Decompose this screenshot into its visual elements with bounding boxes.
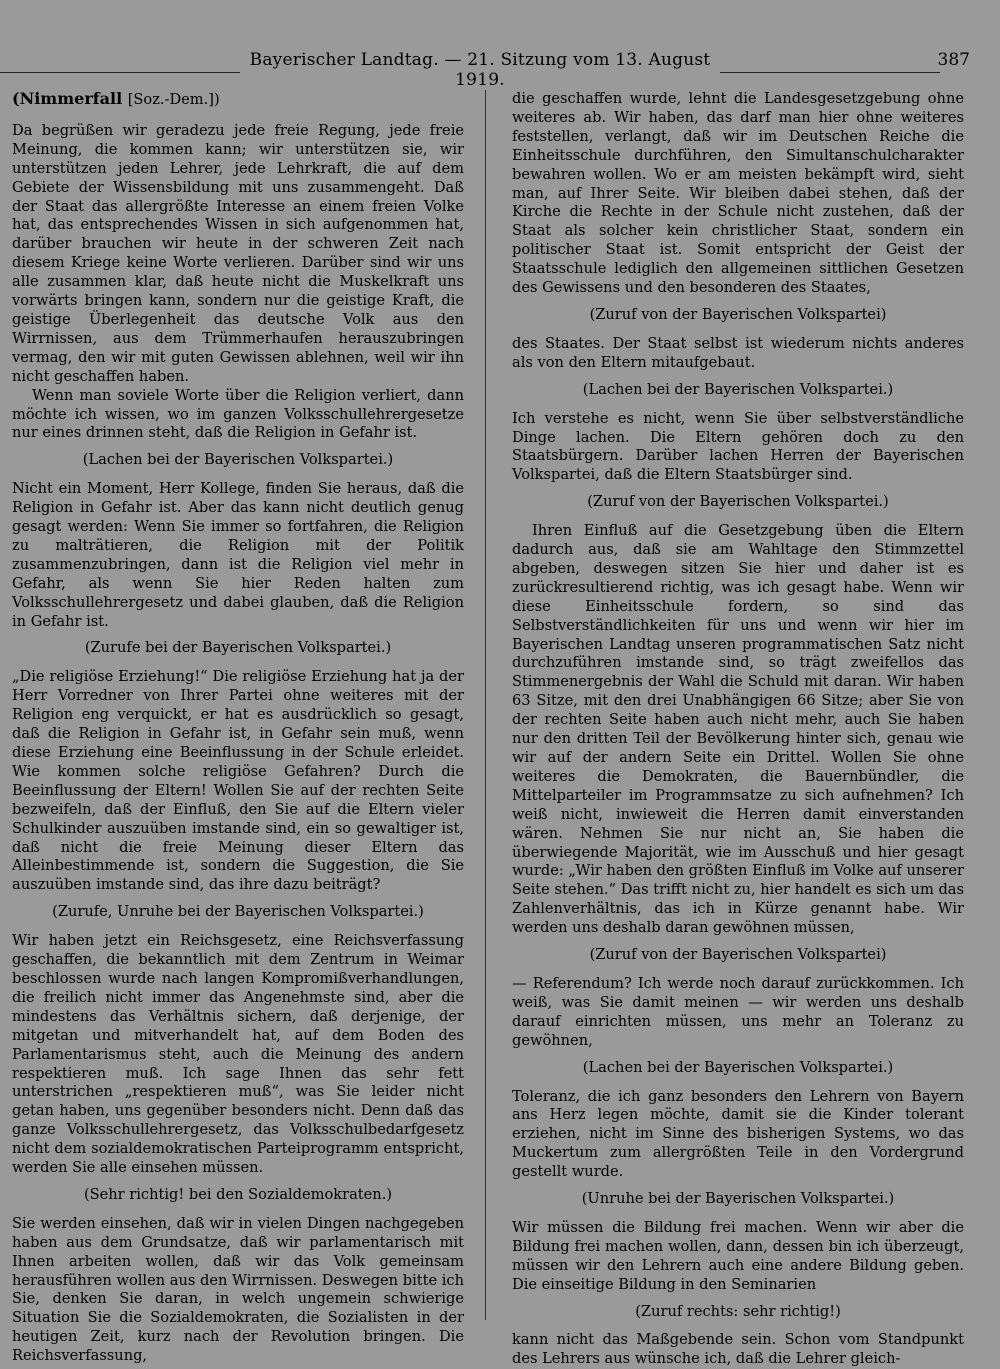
running-title: Bayerischer Landtag. — 21. Sitzung vom 13. August 1919. (249, 50, 711, 90)
paragraph: „Die religiöse Erziehung!“ Die religiöse Erziehung hat ja der Herr Vorredner von Ihrer Partei ohne weiteres mit der Religion eng verquickt, er hat es ausdrücklich so gesagt, daß die Religion in Gefahr ist, in Gefahr sein muß, wenn diese Erziehung eine Beeinflussung in der Schule erleidet. Wie kommen solche religiöse Gefahren? Durch die Beeinflussung der Eltern! Wollen Sie auf der rechten Seite bezweifeln, daß der Einfluß, den Sie auf die Eltern vieler Schulkinder auszuüben imstande sind, ein so gewaltiger ist, daß nicht die freie Meinung dieser Eltern das Alleinbestimmende ist, sondern die Suggestion, die Sie auszuüben imstande sind, das ihre dazu beiträgt? (12, 668, 464, 894)
paragraph: des Staates. Der Staat selbst ist wiederum nichts anderes als von den Eltern mitaufgebaut. (512, 334, 964, 371)
right-column (512, 90, 964, 1369)
header-rule-left (0, 72, 240, 73)
interjection: (Lachen bei der Bayerischen Volkspartei.) (82, 451, 394, 469)
paragraph: Da begrüßen wir geradezu jede freie Regung, jede freie Meinung, die kommen kann; wir unterstützen sie, wir unterstützen jeden Lehrer, jede Lehrkraft, die auf dem Gebiete der Wissensbildung mit uns zusammengeht. Daß der Staat das allergrößte Interesse an einem freien Volke hat, das entsprechendes Wissen in sich aufgenommen hat, darüber brauchen wir heute in der schweren Zeit nach diesem Kriege keine Worte verlieren. Darüber sind wir uns alle zusammen klar, daß heute nicht die Muskelkraft uns vorwärts bringen kann, sondern nur die geistige Kraft, die geistige Überlegenheit das deutsche Volk aus den Wirrnissen, aus dem Trümmerhaufen herauszubringen vermag, den wir mit guten Gewissen ablehnen, weil wir ihn nicht geschaffen haben. (12, 121, 464, 385)
paragraph: Ich verstehe es nicht, wenn Sie über selbstverständliche Dinge lachen. Die Eltern gehören doch zu den Staatsbürgern. Darüber lachen Herren der Bayerischen Volkspartei, daß die Eltern Staatsbürger sind. (512, 409, 964, 484)
paragraph: Nicht ein Moment, Herr Kollege, finden Sie heraus, daß die Religion in Gefahr ist. Aber das kann nicht deutlich genug gesagt werden: Wenn Sie immer so fortfahren, die Religion zu malträtieren, die Religion mit der Politik zusammenzubringen, dann ist die Religion viel mehr in Gefahr, als wenn Sie hier Reden halten zum Volksschullehrergesetz und dabei glauben, daß die Religion in Gefahr ist. (12, 480, 464, 630)
speaker-heading (12, 90, 464, 110)
interjection: (Sehr richtig! bei den Sozialdemokraten.) (83, 1185, 393, 1203)
left-column (12, 90, 464, 1369)
paragraph: Wenn man soviele Worte über die Religion verliert, dann möchte ich wissen, wo im ganzen Volksschullehrergesetze nur eines drinnen steht, daß die Religion in Gefahr ist. (12, 386, 464, 442)
speaker-name: (Nimmerfall (12, 89, 123, 108)
header-rule-right (720, 72, 940, 73)
paragraph: Sie werden einsehen, daß wir in vielen Dingen nachgegeben haben aus dem Grundsatze, daß wir parlamentarisch mit Ihnen arbeiten wollen, daß wir das Volk gemeinsam herausführen wollen aus den Wirrnissen. Deswegen bitte ich Sie, denken Sie daran, in welch ungemein schwierige Situation Sie die Sozialdemokraten, die Sozialisten in der heutigen Zeit, kurz nach der Revolution bringen. Die Reichsverfassung, (12, 1214, 464, 1365)
interjection: (Zurufe bei der Bayerischen Volkspartei.) (84, 639, 392, 657)
interjection: (Zurufe, Unruhe bei der Bayerischen Volkspartei.) (52, 903, 424, 921)
interjection: (Zuruf von der Bayerischen Volkspartei) (589, 946, 887, 964)
paragraph: Wir haben jetzt ein Reichsgesetz, eine Reichsverfassung geschaffen, die bekanntlich mit dem Zentrum in Weimar beschlossen wurde nach langen Kompromißverhandlungen, die freilich nicht immer das Angenehmste sind, aber die mindestens das Verhältnis sichern, daß derjenige, der mitgetan und mitverhandelt hat, auf dem Boden des Parlamentarismus steht, auch die Meinung des andern respektieren muß. Ich sage Ihnen das sehr fett unterstrichen „respektieren muß“, was Sie leider nicht getan haben, uns gegenüber besonders nicht. Denn daß das ganze Volksschullehrergesetz, das Volksschulbedarfgesetz nicht dem sozialdemokratischen Parteiprogramm entspricht, werden Sie alle einsehen müssen. (12, 932, 464, 1177)
paragraph: Wir müssen die Bildung frei machen. Wenn wir aber die Bildung frei machen wollen, dann, dessen bin ich überzeugt, müssen wir den Lehrern auch eine andere Bildung geben. Die einseitige Bildung in den Seminarien (512, 1218, 964, 1293)
page-header (0, 50, 1000, 90)
speaker-party: [Soz.-Dem.]) (127, 91, 220, 108)
paragraph: — Referendum? Ich werde noch darauf zurückkommen. Ich weiß, was Sie damit meinen — wir werden uns deshalb darauf einrichten müssen, uns mehr an Toleranz zu gewöhnen, (512, 974, 964, 1049)
interjection: (Lachen bei der Bayerischen Volkspartei.) (582, 1058, 894, 1076)
paragraph: die geschaffen wurde, lehnt die Landesgesetzgebung ohne weiteres ab. Wir haben, das darf man hier ohne weiteres feststellen, verlangt, daß wir im Deutschen Reiche die Einheitsschule durchführen, den Simultanschulcharakter bewahren wollen. Wo er am meisten bekämpft wird, sieht man, auf Ihrer Seite. Wir bleiben dabei stehen, daß der Kirche die Rechte in der Schule nicht zustehen, daß der Staat als solcher kein christlicher Staat, sondern ein politischer Staat ist. Somit entspricht der Geist der Staatsschule lediglich den allgemeinen sittlichen Gesetzen des Gewissens und den besonderen des Staates, (512, 90, 964, 297)
page-number: 387 (937, 50, 970, 70)
paragraph: kann nicht das Maßgebende sein. Schon vom Standpunkt des Lehrers aus wünsche ich, daß die Lehrer gleich- (512, 1331, 964, 1368)
paragraph: Toleranz, die ich ganz besonders den Lehrern von Bayern ans Herz legen möchte, damit sie die Kinder tolerant erziehen, nicht im Sinne des bisherigen Systems, wo das Muckertum zum allergrößten Teile in den Vordergrund gestellt wurde. (512, 1087, 964, 1181)
interjection: (Zuruf von der Bayerischen Volkspartei) (589, 305, 887, 323)
interjection: (Zuruf von der Bayerischen Volkspartei.) (587, 493, 889, 511)
interjection: (Lachen bei der Bayerischen Volkspartei.) (582, 380, 894, 398)
columns (12, 90, 964, 1369)
paragraph: Ihren Einfluß auf die Gesetzgebung üben die Eltern dadurch aus, daß sie am Wahltage den Stimmzettel abgeben, deswegen sitzen Sie hier und daher ist es zurückresultierend richtig, was ich gesagt habe. Wenn wir diese Einheitsschule fordern, so sind das Selbstverständlichkeiten für uns und wenn wir hier im Bayerischen Landtag unseren programmatischen Satz nicht durchzuführen imstande sind, so trägt zweifellos das Stimmenergebnis der Wahl die Schuld mit daran. Wir haben 63 Sitze, mit den drei Unabhängigen 66 Sitze; aber Sie von der rechten Seite haben auch nicht mehr, auch Sie haben nur den dritten Teil der Bevölkerung hinter sich, genau wie wir auf der andern Seite ein Drittel. Wollen Sie ohne weiteres die Demokraten, die Bauernbündler, die Mittelparteiler im Programmsatze zu sich aufnehmen? Ich weiß nicht, inwieweit die Herren damit einverstanden wären. Nehmen Sie nur nicht an, Sie haben die überwiegende Majorität, wie im Ausschuß und hier gesagt wurde: „Wir haben den größten Einfluß im Volke auf unserer Seite stehen.“ Das trifft nicht zu, hier handelt es sich um das Zahlenverhältnis, das ich in Kürze genannt habe. Wir werden uns deshalb daran gewöhnen müssen, (512, 522, 964, 937)
interjection: (Zuruf rechts: sehr richtig!) (635, 1302, 841, 1320)
interjection: (Unruhe bei der Bayerischen Volkspartei.) (581, 1190, 895, 1208)
